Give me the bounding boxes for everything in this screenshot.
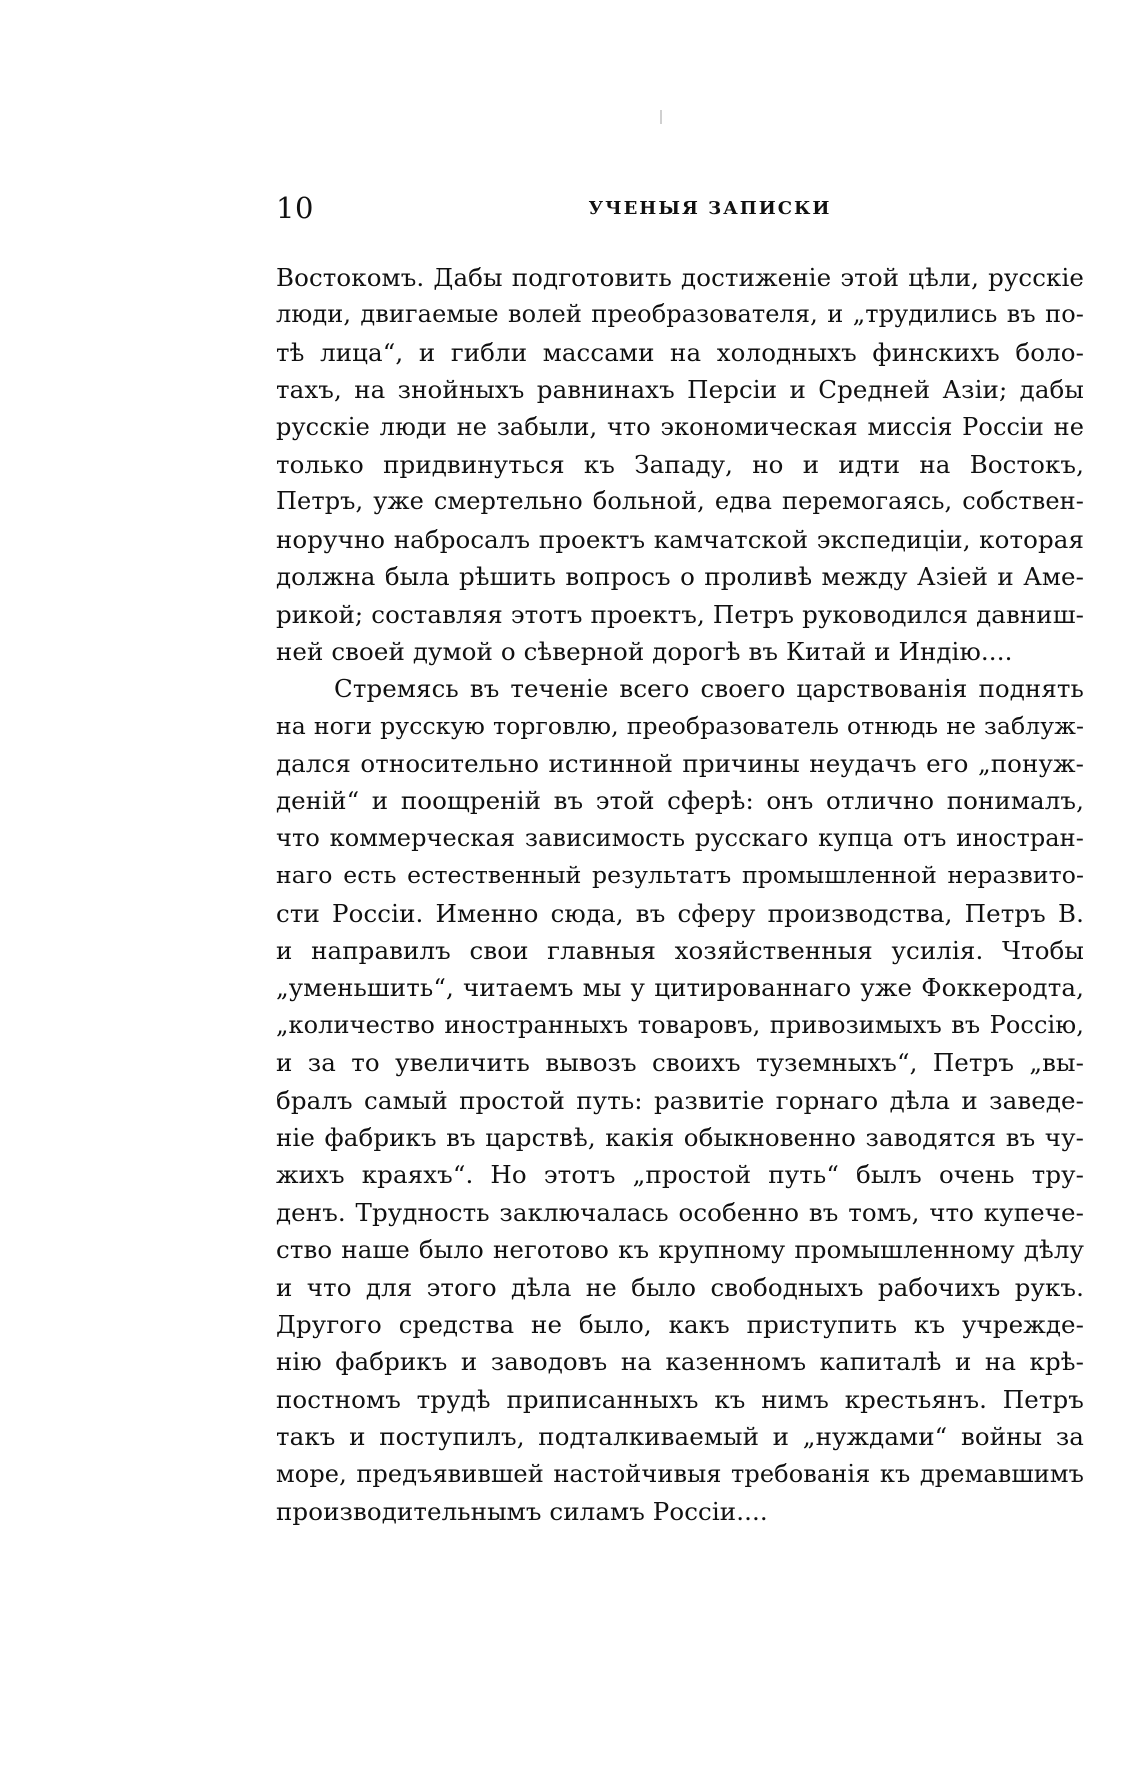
text-line: люди, двигаемые волей преобразователя, и „трудились въ по- [276,300,1084,329]
text-line: такъ и поступилъ, подталкиваемый и „нуждами“ войны за [276,1422,1084,1452]
text-line: „количество иностранныхъ товаровъ, привозимыхъ въ Россію, [276,1010,1084,1039]
text-line: Востокомъ. Дабы подготовить достиженіе этой цѣли, русскіе [276,263,1084,292]
text-line: что коммерческая зависимость русскаго купца отъ иностран- [276,823,1084,852]
text-line: тахъ, на знойныхъ равнинахъ Персіи и Средней Азіи; дабы [276,375,1084,405]
text-line: должна была рѣшить вопросъ о проливѣ между Азіей и Аме- [276,562,1084,592]
text-line: и что для этого дѣла не было свободныхъ рабочихъ рукъ. [276,1272,1084,1302]
text-line: нію фабрикъ и заводовъ на казенномъ капиталѣ и на крѣ- [276,1347,1084,1377]
text-line: на ноги русскую торговлю, преобразователь отнюдь не заблуж- [276,711,1084,740]
text-line: только придвинуться къ Западу, но и идти на Востокъ, [276,449,1084,479]
text-line: ней своей думой о сѣверной дорогѣ въ Китай и Индію.... [276,636,1013,666]
text-line: сти Россіи. Именно сюда, въ сферу производства, Петръ В. [276,898,1084,928]
text-line: жихъ краяхъ“. Но этотъ „простой путь“ былъ очень тру- [276,1160,1084,1190]
text-line: Петръ, уже смертельно больной, едва перемогаясь, собствен- [276,487,1084,516]
text-line: дался относительно истинной причины неудачъ его „понуж- [276,749,1084,779]
body-text [276,259,1084,1530]
scan-speck [660,110,662,124]
text-line: ство наше было неготово къ крупному промышленному дѣлу [276,1235,1084,1265]
text-line: Другого средства не было, какъ приступить къ учрежде- [276,1309,1084,1339]
text-line: деній“ и поощреній въ этой сферѣ: онъ отлично понималъ, [276,786,1084,816]
text-line: и за то увеличить вывозъ своихъ туземныхъ“, Петръ „вы- [276,1048,1084,1078]
text-line: наго есть естественный результатъ промышленной неразвито- [276,861,1084,890]
text-line: бралъ самый простой путь: развитіе горнаго дѣла и заведе- [276,1085,1084,1115]
page-header [276,188,1084,228]
text-line: „уменьшить“, читаемъ мы у цитированнаго уже Фоккеродта, [276,973,1084,1003]
text-line: море, предъявившей настойчивыя требованія къ дремавшимъ [276,1459,1084,1488]
page-number: 10 [276,191,314,225]
text-line: ніе фабрикъ въ царствѣ, какія обыкновенно заводятся въ чу- [276,1122,1084,1152]
paragraph-1 [276,259,1084,670]
text-line: русскіе люди не забыли, что экономическая миссія Россіи не [276,412,1084,441]
text-line: норучно набросалъ проектъ камчатской экспедиціи, которая [276,524,1084,554]
text-line: и направилъ свои главныя хозяйственныя усилія. Чтобы [276,936,1084,966]
text-line: рикой; составляя этотъ проектъ, Петръ руководился давниш- [276,599,1084,629]
text-line: производительнымъ силамъ Россіи.... [276,1496,768,1526]
paragraph-2 [276,670,1084,1530]
text-line: Стремясь въ теченіе всего своего царствованія поднять [334,674,1084,704]
running-title: УЧЕНЫЯ ЗАПИСКИ [588,198,832,219]
text-line: денъ. Трудность заключалась особенно въ томъ, что купече- [276,1197,1084,1227]
text-line: тѣ лица“, и гибли массами на холодныхъ финскихъ боло- [276,337,1084,367]
text-line: постномъ трудѣ приписанныхъ къ нимъ крестьянъ. Петръ [276,1384,1084,1414]
